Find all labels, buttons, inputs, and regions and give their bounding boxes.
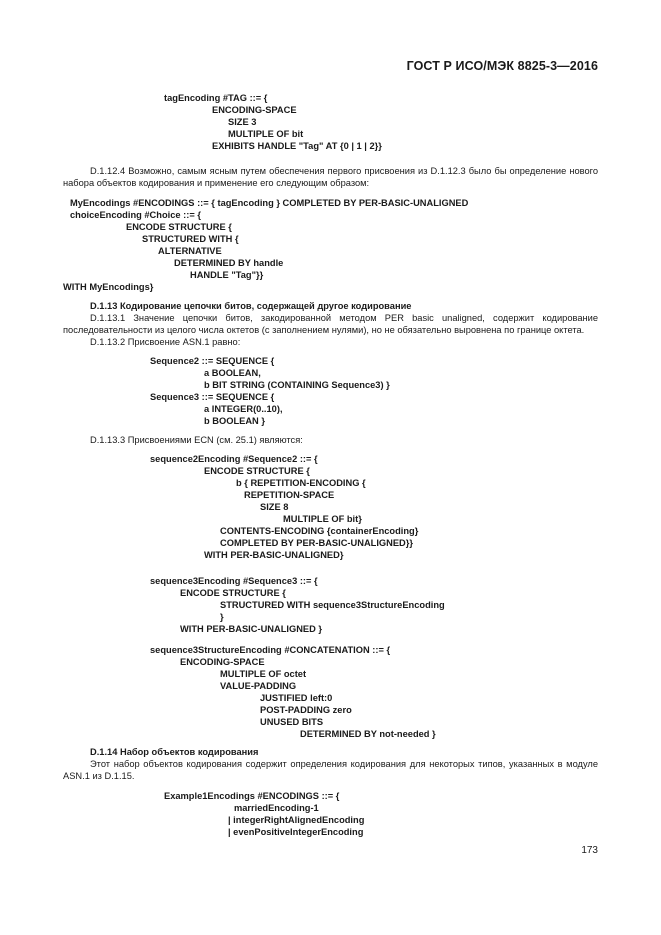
code-line: a BOOLEAN, (204, 368, 261, 378)
page-number: 173 (581, 845, 598, 856)
code-line: WITH PER-BASIC-UNALIGNED} (204, 550, 344, 560)
code-line: Sequence3 ::= SEQUENCE { (150, 392, 275, 402)
code-line: sequence3Encoding #Sequence3 ::= { (150, 576, 318, 586)
code-line: marriedEncoding-1 (234, 803, 319, 813)
code-line: ALTERNATIVE (158, 246, 222, 256)
code-line: STRUCTURED WITH sequence3StructureEncoding (220, 600, 445, 610)
code-line: STRUCTURED WITH { (142, 234, 239, 244)
code-line: EXHIBITS HANDLE "Tag" AT {0 | 1 | 2}} (212, 141, 382, 151)
code-line: MULTIPLE OF bit (228, 129, 304, 139)
code-line: b BOOLEAN } (204, 416, 265, 426)
code-line: MULTIPLE OF bit} (283, 514, 362, 524)
code-line: ENCODING-SPACE (212, 105, 297, 115)
code-line: | integerRightAlignedEncoding (228, 815, 365, 825)
code-line: HANDLE "Tag"}} (190, 270, 264, 280)
paragraph-d-1-14: Этот набор объектов кодирования содержит определения кодирования для некоторых типов, указанных в модуле ASN.1 из D.1.15. (63, 759, 598, 781)
code-line: SIZE 3 (228, 117, 257, 127)
code-line: b { REPETITION-ENCODING { (236, 478, 366, 488)
section-heading-d-1-14: D.1.14 Набор объектов кодирования (90, 747, 259, 757)
code-line: | evenPositiveIntegerEncoding (228, 827, 364, 837)
section-heading-d-1-13: D.1.13 Кодирование цепочки битов, содержащей другое кодирование (90, 301, 412, 311)
code-line: Sequence2 ::= SEQUENCE { (150, 356, 275, 366)
code-line: ENCODE STRUCTURE { (126, 222, 232, 232)
code-line: JUSTIFIED left:0 (260, 693, 333, 703)
code-line: b BIT STRING (CONTAINING Sequence3) } (204, 380, 390, 390)
code-line: DETERMINED BY not-needed } (300, 729, 436, 739)
code-line: WITH MyEncodings} (63, 282, 154, 292)
code-line: Example1Encodings #ENCODINGS ::= { (164, 791, 340, 801)
code-line: a INTEGER(0..10), (204, 404, 283, 414)
code-line: CONTENTS-ENCODING {containerEncoding} (220, 526, 419, 536)
page-header: ГОСТ Р ИСО/МЭК 8825-3—2016 (406, 59, 598, 73)
code-line: } (220, 612, 224, 622)
code-line: COMPLETED BY PER-BASIC-UNALIGNED}} (220, 538, 414, 548)
code-line: sequence3StructureEncoding #CONCATENATION ::= { (150, 645, 391, 655)
code-line: REPETITION-SPACE (244, 490, 335, 500)
paragraph-d-1-13-1: D.1.13.1 Значение цепочки битов, закодированной методом PER basic unaligned, содержит кодирование последовательности из целого числа октетов (с заполнением нулями), но не обязательно выровнена по границе октета. (63, 313, 598, 335)
code-line: DETERMINED BY handle (174, 258, 284, 268)
paragraph-d-1-12-4: D.1.12.4 Возможно, самым ясным путем обеспечения первого присвоения из D.1.12.3 было бы определение нового набора объектов кодирования и применение его следующим образом: (63, 166, 598, 188)
code-line: WITH PER-BASIC-UNALIGNED } (180, 624, 323, 634)
code-line: ENCODING-SPACE (180, 657, 265, 667)
code-line: UNUSED BITS (260, 717, 324, 727)
code-line: ENCODE STRUCTURE { (180, 588, 286, 598)
paragraph-d-1-13-2: D.1.13.2 Присвоение ASN.1 равно: (90, 337, 241, 347)
code-line: POST-PADDING zero (260, 705, 352, 715)
code-line: ENCODE STRUCTURE { (204, 466, 310, 476)
paragraph-d-1-13-3: D.1.13.3 Присвоениями ECN (см. 25.1) являются: (90, 435, 303, 445)
code-line: MyEncodings #ENCODINGS ::= { tagEncoding } COMPLETED BY PER-BASIC-UNALIGNED (70, 198, 469, 208)
code-line: SIZE 8 (260, 502, 289, 512)
code-line: sequence2Encoding #Sequence2 ::= { (150, 454, 318, 464)
code-line: MULTIPLE OF octet (220, 669, 307, 679)
code-line: tagEncoding #TAG ::= { (164, 93, 268, 103)
code-line: VALUE-PADDING (220, 681, 297, 691)
code-line: choiceEncoding #Choice ::= { (70, 210, 201, 220)
